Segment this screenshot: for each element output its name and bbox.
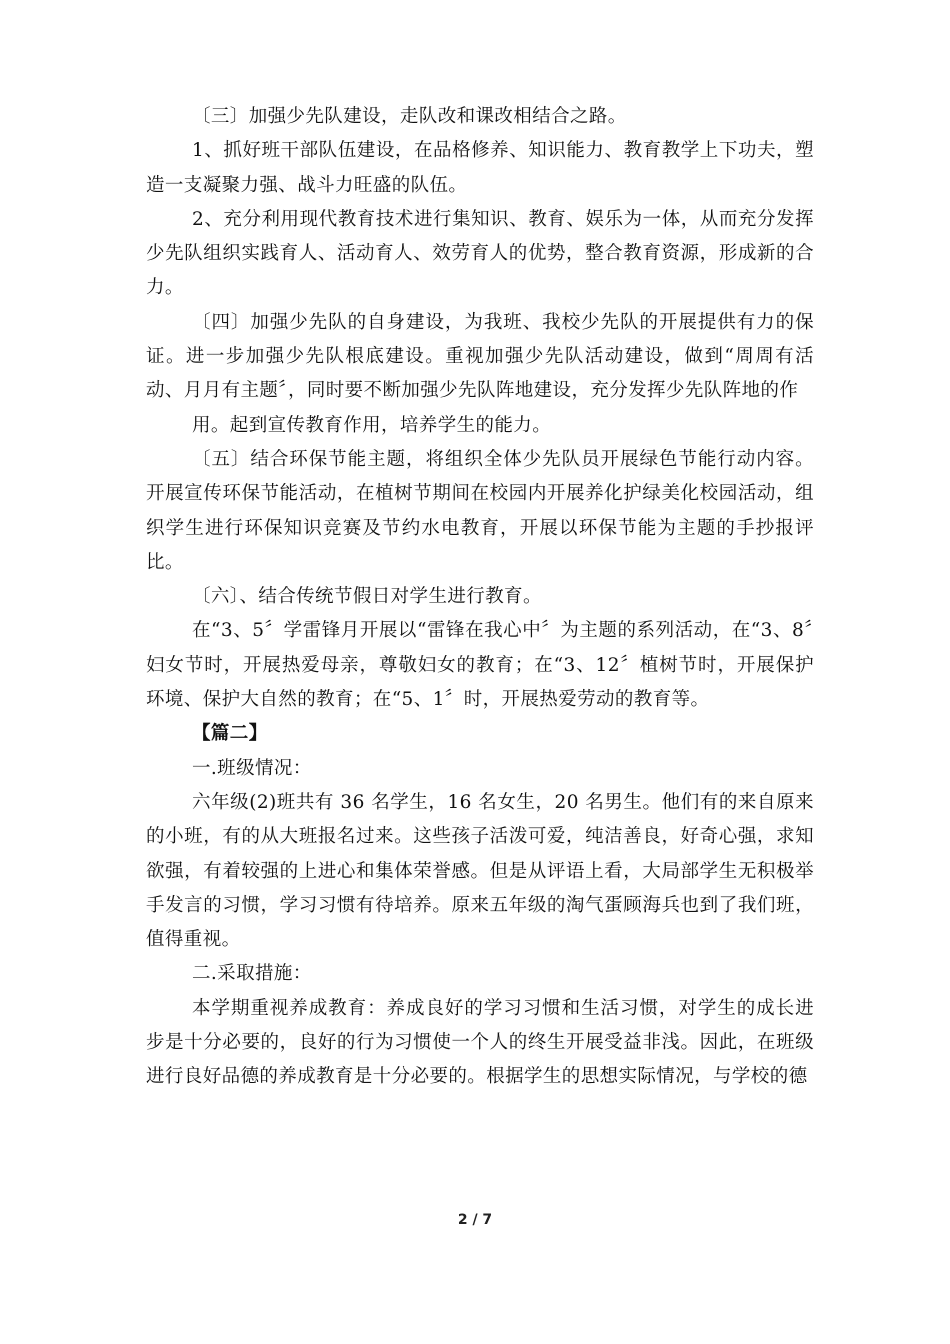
section-four-continuation: 用。起到宣传教育作用，培养学生的能力。: [192, 414, 552, 436]
part-two-heading: 【篇二】: [192, 723, 268, 745]
section-three-heading: 〔三〕加强少先队建设，走队改和课改相结合之路。: [192, 106, 627, 127]
paragraph-class-situation: 六年级(2)班共有 36 名学生，16 名女生，20 名男生。他们有的来自原来的小班，有的从大班报名过来。这些孩子活泼可爱，纯洁善良，好奇心强，求知欲强，有着较强的上进心和集体荣誉感。但是从评语上看，大局部学生无积极举手发言的习惯，学习习惯有待培养。原来五年级的淘气蛋顾海兵也到了我们班，值得重视。: [146, 791, 814, 951]
paragraph-education-technology: 2、充分利用现代教育技术进行集知识、教育、娱乐为一体，从而充分发挥少先队组织实践育人、活动育人、效劳育人的优势，整合教育资源，形成新的合力。: [146, 208, 814, 299]
class-situation-heading: 一.班级情况：: [192, 757, 312, 779]
section-four-paragraph: 〔四〕加强少先队的自身建设，为我班、我校少先队的开展提供有力的保证。进一步加强少先队根底建设。重视加强少先队活动建设，做到“周周有活动、月月有主题〞，同时要不断加强少先队阵地建设，充分发挥少先队阵地的作: [146, 311, 814, 402]
section-five-paragraph: 〔五〕结合环保节能主题，将组织全体少先队员开展绿色节能行动内容。开展宣传环保节能活动，在植树节期间在校园内开展养化护绿美化校园活动，组织学生进行环保知识竞赛及节约水电教育，开展以环保节能为主题的手抄报评比。: [146, 448, 814, 573]
section-six-heading: 〔六〕、结合传统节假日对学生进行教育。: [192, 586, 542, 608]
paragraph-holidays: 在“3、5〞学雷锋月开展以“雷锋在我心中〞为主题的系列活动，在“3、8〞妇女节时，开展热爱母亲，尊敬妇女的教育；在“3、12〞植树节时，开展保护环境、保护大自然的教育；在“5、1〞时，开展热爱劳动的教育等。: [146, 620, 814, 711]
document-body: [146, 100, 814, 1095]
measures-heading: 二.采取措施：: [192, 963, 312, 985]
paragraph-measures: 本学期重视养成教育：养成良好的学习习惯和生活习惯，对学生的成长进步是十分必要的，良好的行为习惯使一个人的终生开展受益非浅。因此，在班级进行良好品德的养成教育是十分必要的。根据学生的思想实际情况，与学校的德: [146, 997, 814, 1088]
paragraph-team-leaders: 1、抓好班干部队伍建设，在品格修养、知识能力、教育教学上下功夫，塑造一支凝聚力强、战斗力旺盛的队伍。: [146, 140, 814, 196]
page-number: 2 / 7: [457, 1212, 493, 1228]
